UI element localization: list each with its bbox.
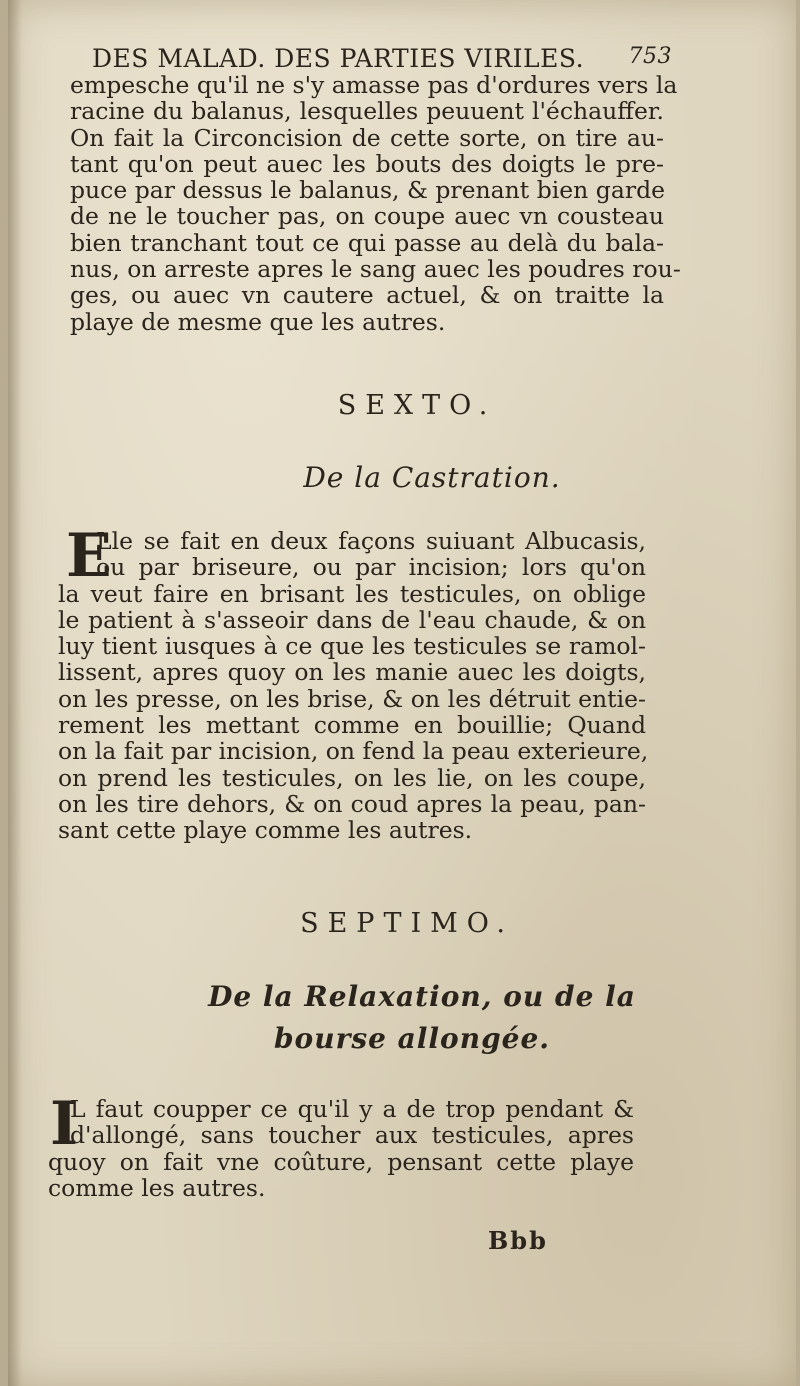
text-line: on la fait par incision, on fend la peau exterieure,	[58, 737, 649, 766]
text-line: tant qu'on peut auec les bouts des doigts le pre-	[70, 149, 664, 178]
text-line: On fait la Circoncision de cette sorte, on tire au-	[70, 123, 664, 152]
text-line: quoy on fait vne coûture, pensant cette playe	[48, 1147, 634, 1176]
paragraph-castration	[58, 521, 649, 845]
text-line: comme les autres.	[48, 1173, 266, 1202]
text-line: ges, ou auec vn cautere actuel, & on traitte la	[70, 281, 664, 310]
section-subheading-relaxation: De la Relaxation, ou de la	[208, 980, 636, 1013]
text-line: lissent, apres quoy on les manie auec les doigts,	[58, 658, 646, 687]
drop-cap-e: E	[66, 521, 112, 591]
text-line: ou par briseure, ou par incision; lors qu'on	[96, 553, 646, 582]
text-line: Lle se fait en deux façons suiuant Albucasis,	[96, 527, 646, 555]
text-line: L faut coupper ce qu'il y a de trop pendant &	[70, 1095, 634, 1123]
text-line: de ne le toucher pas, on coupe auec vn cousteau	[70, 202, 664, 231]
text-line: d'allongé, sans toucher aux testicules, apres	[70, 1121, 634, 1150]
text-line: on prend les testicules, on les lie, on les coupe,	[58, 763, 646, 792]
paragraph-circumcision	[70, 71, 681, 336]
text-line: puce par dessus le balanus, & prenant bien garde	[70, 176, 666, 205]
text-line: playe de mesme que les autres.	[70, 307, 446, 336]
section-subheading-castration: De la Castration.	[303, 461, 561, 494]
running-head-title: DES MALAD. DES PARTIES VIRILES.	[92, 44, 585, 73]
text-line: sant cette playe comme les autres.	[58, 816, 473, 845]
page-number: 753	[628, 44, 672, 69]
text-line: on les presse, on les brise, & on les détruit entie-	[58, 684, 646, 713]
text-line: empesche qu'il ne s'y amasse pas d'ordures vers la	[70, 71, 678, 99]
text-line: nus, on arreste apres le sang auec les poudres rou-	[70, 255, 681, 284]
text-line: bien tranchant tout ce qui passe au delà du bala-	[70, 228, 664, 257]
running-head	[92, 44, 672, 73]
drop-cap-i: I	[50, 1089, 79, 1159]
section-heading-sexto: SEXTO.	[337, 390, 497, 421]
text-line: la veut faire en brisant les testicules, on oblige	[58, 579, 646, 608]
section-subheading-relaxation-cont: bourse allongée.	[273, 1022, 551, 1055]
signature-mark: Bbb	[488, 1226, 548, 1255]
text-line: luy tient iusques à ce que les testicules se ramol-	[58, 632, 646, 661]
section-heading-septimo: SEPTIMO.	[300, 908, 514, 939]
book-page	[8, 0, 796, 1386]
text-line: le patient à s'asseoir dans de l'eau chaude, & on	[58, 605, 646, 634]
text-line: racine du balanus, lesquelles peuuent l'échauffer.	[70, 97, 664, 126]
paragraph-relaxation	[48, 1089, 634, 1202]
text-line: rement les mettant comme en bouillie; Quand	[58, 711, 646, 740]
text-line: on les tire dehors, & on coud apres la peau, pan-	[58, 789, 646, 818]
